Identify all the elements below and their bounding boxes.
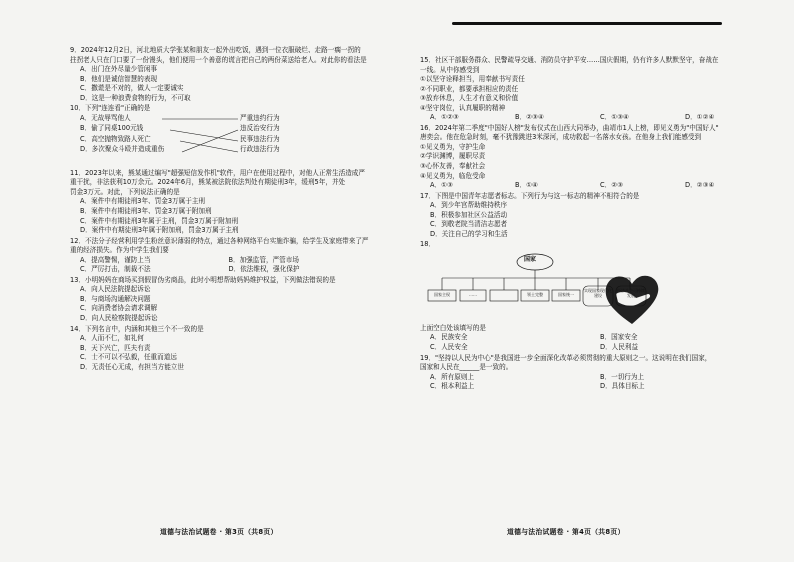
q18-option-d[interactable]: D．人民利益 [600,343,639,352]
q15-item-2: ②不同职业，都要承担相应的责任 [420,84,519,93]
q15-item-4: ④坚守岗位，认真履职的精神 [420,103,506,112]
q16-option-b[interactable]: B．①④ [515,181,538,190]
question-11 [70,169,377,236]
q19-stem: 19．"坚持以人民为中心"是我国进一步全面深化改革必须贯彻的重大原则之一。这说明在我们国家， [420,353,712,362]
question-19 [420,354,770,392]
q10-right-2: 违反治安行为 [240,124,280,133]
q15-item-1: ①以坚守诠释担当，用奉献书写责任 [420,75,525,84]
q14-option-b[interactable]: B．天下兴亡，匹夫有责 [80,343,151,352]
q17-option-b[interactable]: B．积极参加社区公益活动 [430,210,508,219]
question-12 [70,237,377,275]
q18-node-1: 国家主权 [434,291,450,297]
question-17 [420,192,770,240]
q16-option-c[interactable]: C．②③ [600,181,624,190]
q9-stem: 9．2024年12月2日，河北地质大学张某和朋友一起外出吃饭，遇到一位衣服破烂、走路一瘸一拐的 [70,46,361,54]
q16-option-a[interactable]: A．①③ [430,181,453,190]
q16-stem-2: 唐奕会。他在危急时刻，毫不犹豫跳进3米深河，成功救起一名落水女孩。在他身上我们能感受到 [420,133,702,142]
q12-option-d[interactable]: D．依法维权，强化保护 [228,265,300,274]
question-13 [70,276,377,324]
q10-left-a[interactable]: A．无故辱骂他人 [80,113,131,122]
q18-stem: 上面空白处该填写的是 [420,323,486,332]
q19-options [420,373,770,392]
q10-stem: 10．下列"连连看"正确的是 [70,104,151,113]
q16-item-2: ②学识渊博，履职尽责 [420,152,486,161]
q17-option-d[interactable]: D．关注自己的学习和生活 [430,229,508,238]
q15-option-a[interactable]: A．①②③ [430,113,459,122]
q13-stem: 13．小明妈妈在商场买到假冒伪劣商品，此时小明想帮助妈妈维护权益，下列做法错误的是 [70,275,336,284]
q14-option-d[interactable]: D．无责任心无成，有担当方能立世 [80,362,184,371]
q19-option-b[interactable]: B．一切行为上 [600,372,645,381]
q15-option-d[interactable]: D．①②④ [685,113,715,122]
q15-stem-2: 一线。从中你感受到 [420,65,480,74]
q18-root-node: 国家 [524,255,537,263]
q18-option-c[interactable]: C．人民安全 [430,343,468,352]
q10-right-3: 民事违法行为 [240,134,280,143]
q19-option-c[interactable]: C．根本利益上 [430,382,475,391]
q10-right-column [240,114,280,156]
q11-option-d[interactable]: D．案件中有期徒刑3年属于附加刑，罚金3万属于主刑 [80,226,239,235]
q18-option-b[interactable]: B．国家安全 [600,333,638,342]
question-9 [70,46,377,103]
q15-item-3: ③放弃休息，人生才有意义和价值 [420,94,519,103]
q10-right-1: 严重违约行为 [240,113,280,122]
q13-option-b[interactable]: B．与商场沟通解决问题 [80,294,151,303]
question-14 [70,325,377,373]
question-15 [420,56,770,123]
question-10 [70,104,377,168]
q9-option-b[interactable]: B．他们是诚信智慧的表现 [80,74,158,83]
q11-stem: 11．2023年以来，熊某通过编写"超强短信发作机"软件，用户在使用过程中，对他人正常生活造成严 [70,168,365,177]
q12-stem: 12．不法分子经营利用学生粉丝意识薄弱的特点，通过各种网络平台实施诈骗，给学生及家庭带来了严 [70,236,369,245]
q15-options [420,113,770,123]
q17-option-c[interactable]: C．到敬老院当清洁志愿者 [430,220,508,229]
q14-stem: 14．下列名言中，内涵和其他三个不一致的是 [70,324,204,333]
q18-diagram [420,252,770,322]
q12-stem-2: 重的经济损失。作为中学生我们要 [70,246,169,255]
q16-stem: 16．2024年第二季度"中国好人榜"发布仪式在山西大同举办，曲靖市1人上榜，即见义勇为"中国好人" [420,123,719,132]
q11-option-a[interactable]: A．案件中有期徒刑3年、罚金3万属于主刑 [80,197,205,206]
q9-stem-2: 拄拐老人只在门口要了一份馒头，他们便用一个善意的谎言把自己的两份菜送给老人。对此你的看法是 [70,55,367,64]
q15-stem: 15．社区干部服务群众、民警疏导交通、消防员守护平安……国庆假期，仍有许多人默默坚守，奋战在 [420,56,719,64]
q9-option-a[interactable]: A．出门在外尽量少管闲事 [80,65,158,74]
q13-option-a[interactable]: A．向人民法院提起诉讼 [80,285,151,294]
q18-tree-lines [420,252,670,322]
q10-left-c[interactable]: C．高空抛物致路人死亡 [80,134,151,143]
q13-option-d[interactable]: D．向人民检察院提起诉讼 [80,314,158,323]
q18-node-7: 经济社会可持续发展 [617,287,645,298]
q18-node-2: …… [469,291,477,297]
q19-option-d[interactable]: D．具体目标上 [600,382,645,391]
q16-option-d[interactable]: D．②③④ [685,181,715,190]
question-16 [420,124,770,191]
q15-option-b[interactable]: B．②③④ [515,113,544,122]
q14-option-a[interactable]: A．人而不仁，如礼何 [80,334,144,343]
q10-left-column [80,114,164,156]
q18-options [420,333,770,352]
q11-stem-3: 罚金3万元。对此，下列说法正确的是 [70,187,180,196]
q16-item-3: ③心怀友善，奉献社会 [420,162,486,171]
q16-item-1: ①见义勇为，守护生命 [420,142,486,151]
q19-option-a[interactable]: A．所有原则上 [430,372,475,381]
question-18 [420,240,770,352]
q10-right-4: 行政违法行为 [240,145,280,154]
q10-left-b[interactable]: B．偷了同桌100元钱 [80,124,144,133]
q12-option-a[interactable]: A．提高警惕，谨防上当 [80,255,151,264]
q18-option-a[interactable]: A．民族安全 [430,333,468,342]
q18-node-6: 实现国家现代化建设 [584,287,612,298]
page-footer: 道德与法治试题卷 · 第4页（共8页） [507,528,625,537]
q17-stem: 17．下图是中国青年志愿者标志。下列行为与这一标志的精神不相符合的是 [420,191,640,200]
q9-option-d[interactable]: D．这是一种浪费食物的行为，不可取 [80,93,191,102]
q17-option-a[interactable]: A．到少年宫帮助维持秩序 [430,201,508,210]
q10-left-d[interactable]: D．多次聚众斗殴并造成重伤 [80,145,165,154]
page-4 [397,0,794,562]
q9-option-c[interactable]: C．撒谎是不对的，做人一定要诚实 [80,84,184,93]
q15-option-c[interactable]: C．①③④ [600,113,629,122]
q16-item-4: ④见义勇为，临危受命 [420,171,486,180]
q11-stem-2: 重干扰，非法获利10万余元。2024年6月，熊某被法院依法判处有期徒刑3年，缓刑5年，并处 [70,178,346,187]
q16-options [420,181,770,191]
page-footer: 道德与法治试题卷 · 第3页（共8页） [160,528,278,537]
q19-stem-2: 国家和人民在______是一致的。 [420,363,513,372]
q13-option-c[interactable]: C．向消费者协会请求调解 [80,304,158,313]
q12-option-c[interactable]: C．严厉打击，制裁不法 [80,265,151,274]
q12-option-b[interactable]: B．加强监管，严管市场 [228,255,299,264]
q12-options [70,256,377,275]
q18-node-5: 国家统一 [558,291,574,297]
q14-option-c[interactable]: C．士不可以不弘毅，任重而道远 [80,353,177,362]
q11-option-b[interactable]: B．案件中有期徒刑3年、罚金3万属于附加刑 [80,207,212,216]
q18-node-4: 领土完整 [527,291,543,297]
q10-matching [70,114,377,168]
q11-option-c[interactable]: C．案件中有期徒刑3年属于主刑，罚金3万属于附加刑 [80,216,239,225]
q18-number: 18． [420,240,435,249]
